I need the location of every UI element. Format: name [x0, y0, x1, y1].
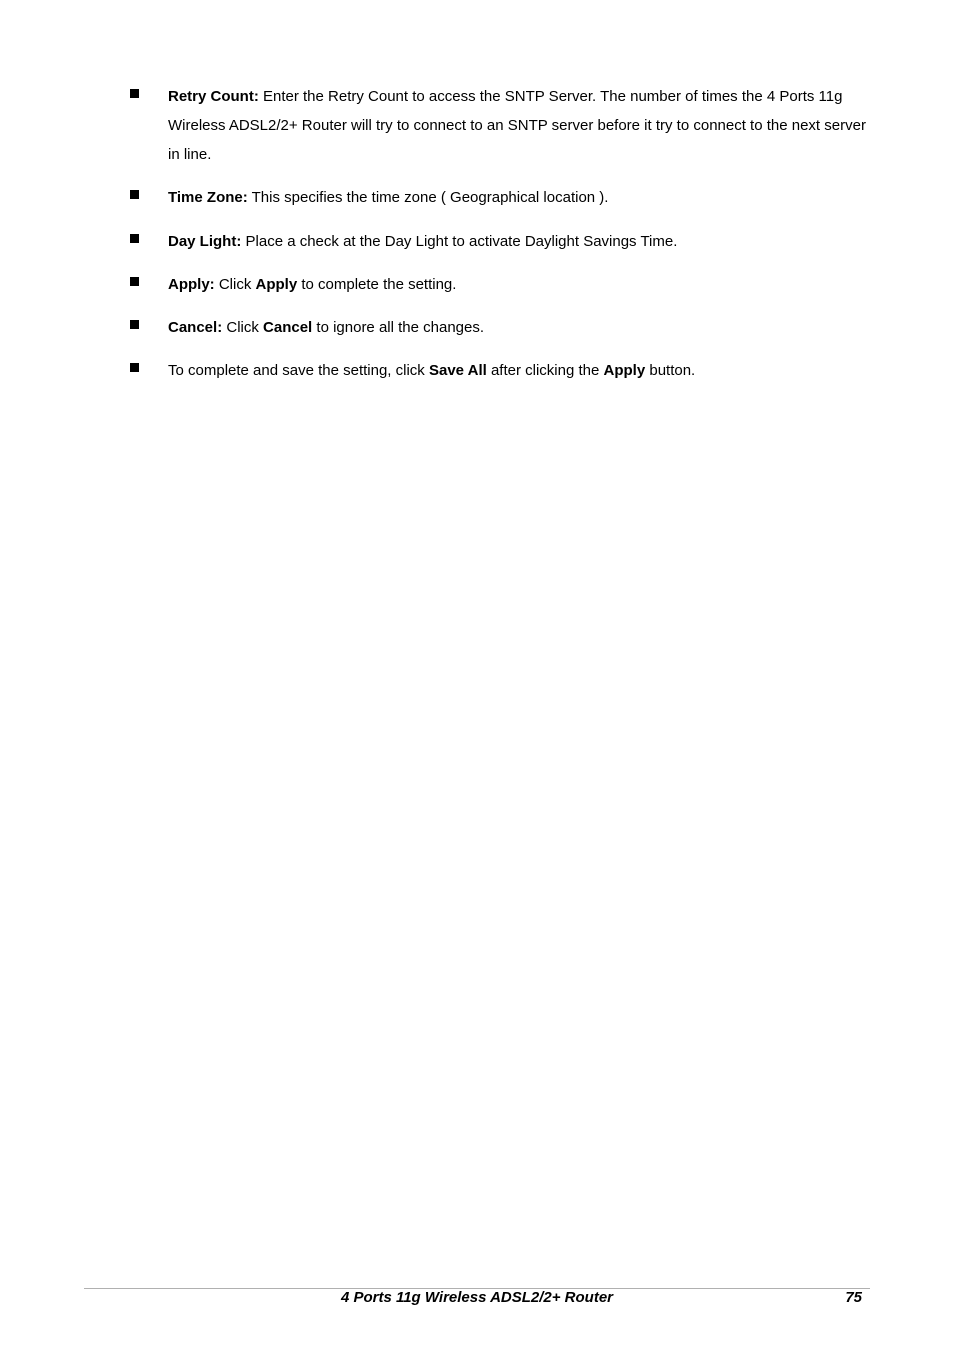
button-name-save-all: Save All [428, 362, 487, 379]
square-bullet-icon [130, 277, 139, 286]
footer-title: 4 Ports 11g Wireless ADSL2/2+ Router [340, 1289, 614, 1306]
square-bullet-icon [130, 190, 139, 199]
button-name-cancel: Cancel [263, 319, 313, 336]
square-bullet-icon [130, 320, 139, 329]
term-label: Time Zone: [168, 189, 248, 206]
term-label: Apply: [168, 276, 215, 293]
list-item-text [168, 270, 868, 299]
list-item-text [168, 227, 868, 256]
list-item-text [168, 82, 868, 169]
list-item-text [168, 183, 868, 212]
square-bullet-icon [130, 89, 139, 98]
list-item-text [168, 313, 868, 342]
square-bullet-icon [130, 363, 139, 372]
text-fragment: button. [645, 362, 696, 379]
button-name-apply: Apply [255, 276, 298, 293]
text-fragment: to ignore all the changes. [312, 319, 485, 336]
term-label: Day Light: [168, 233, 242, 250]
button-name-apply: Apply [603, 362, 646, 379]
text-fragment: after clicking the [486, 362, 604, 379]
term-description: Enter the Retry Count to access the SNTP Server. The number of times the 4 Ports 11g Wireless ADSL2/2+ Router will try to connect to an SNTP server before it try to connect to the next server in line. [168, 88, 866, 163]
text-fragment: to complete the setting. [297, 276, 457, 293]
text-fragment: Click [222, 319, 264, 336]
page-number: 75 [845, 1289, 862, 1306]
text-fragment: Click [214, 276, 256, 293]
term-description: Place a check at the Day Light to activate Daylight Savings Time. [241, 233, 678, 250]
term-label: Cancel: [168, 319, 223, 336]
list-item-text [168, 356, 868, 385]
term-description: This specifies the time zone ( Geographical location ). [247, 189, 609, 206]
text-fragment: To complete and save the setting, click [168, 362, 429, 379]
square-bullet-icon [130, 234, 139, 243]
term-label: Retry Count: [168, 88, 259, 105]
